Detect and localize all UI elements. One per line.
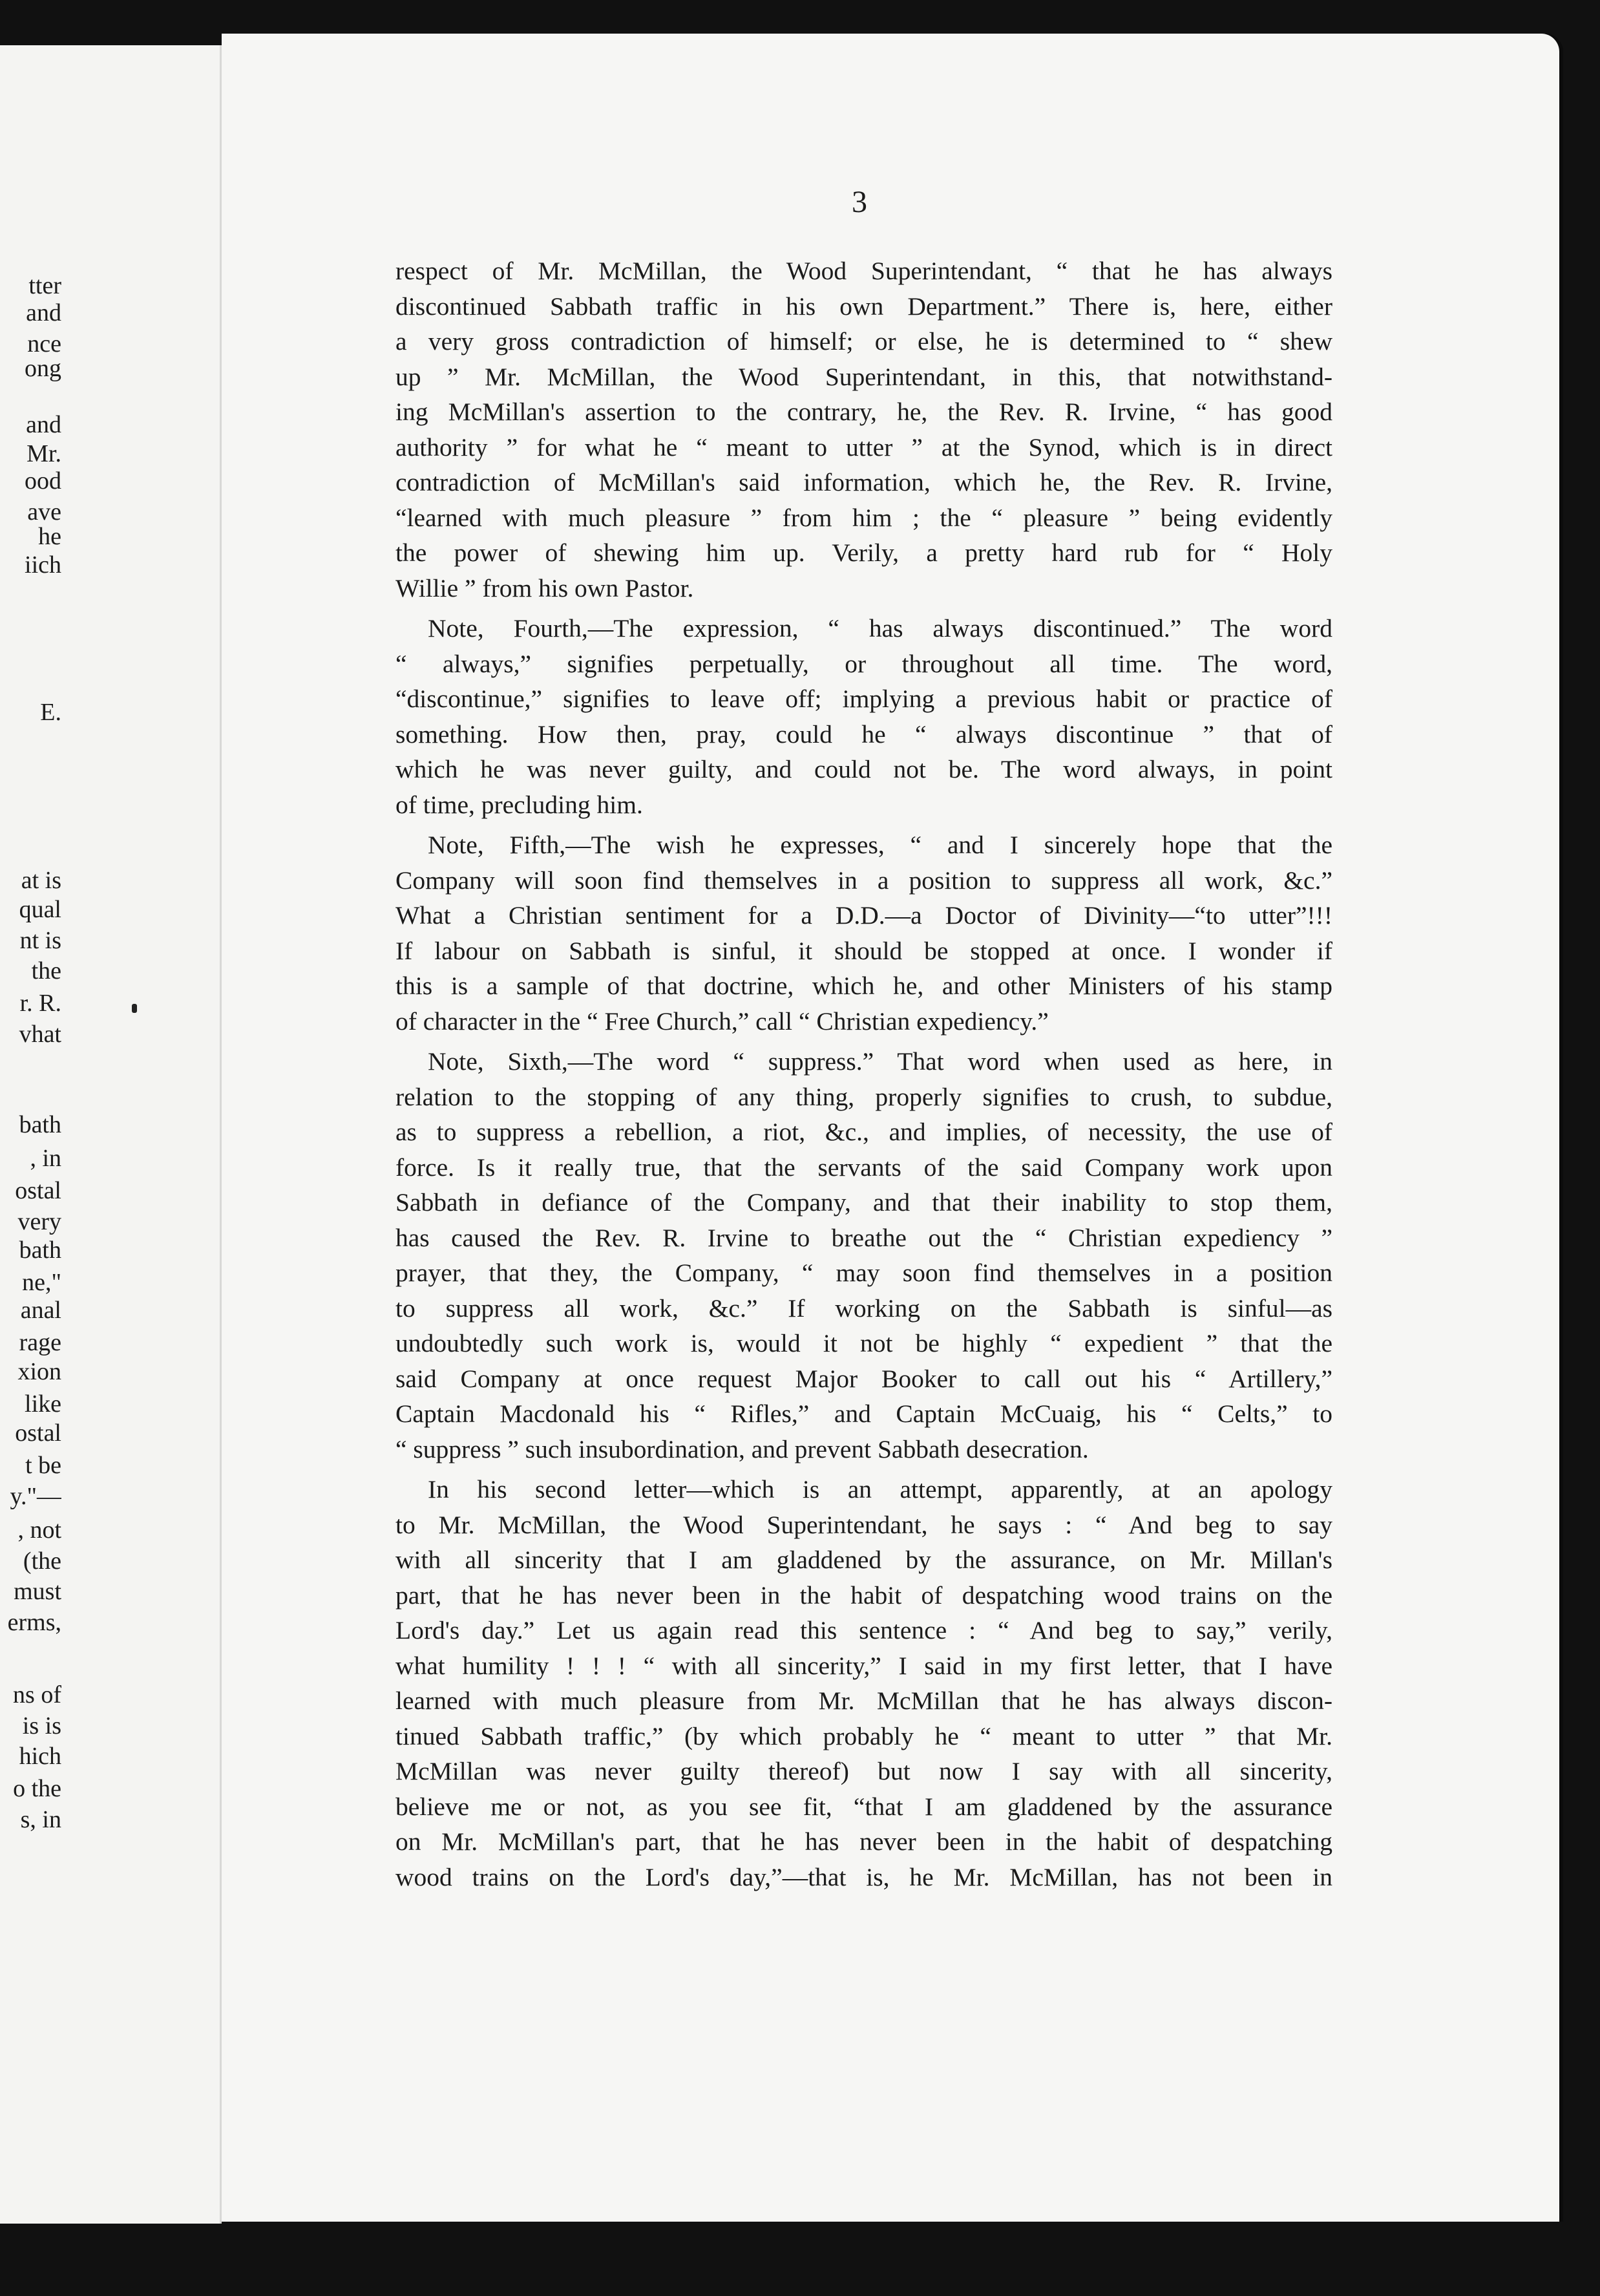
previous-page-text-fragment: bath xyxy=(19,1111,61,1138)
text-line: to Mr. McMillan, the Wood Superintendant, he says : “ And beg to say xyxy=(395,1510,1332,1539)
previous-page-text-fragment: o the xyxy=(13,1775,61,1802)
previous-page-text-fragment: rage xyxy=(19,1329,61,1356)
previous-page-text-fragment: ong xyxy=(25,355,61,382)
previous-page-text-fragment: very xyxy=(17,1208,61,1235)
text-line: believe me or not, as you see fit, “that I am gladdened by the assurance xyxy=(395,1792,1332,1821)
previous-page-text-fragment: iich xyxy=(25,551,61,579)
text-line: force. Is it really true, that the servants of the said Company work upon xyxy=(395,1153,1332,1182)
text-line: Note, Sixth,—The word “ suppress.” That word when used as here, in xyxy=(428,1047,1332,1076)
previous-page-text-fragment: is is xyxy=(22,1712,61,1739)
text-line: to suppress all work, &c.” If working on the Sabbath is sinful—as xyxy=(395,1293,1332,1323)
text-line: as to suppress a rebellion, a riot, &c., and implies, of necessity, the use of xyxy=(395,1118,1332,1146)
text-line: on Mr. McMillan's part, that he has never been in the habit of despatching xyxy=(395,1827,1332,1856)
text-line: Note, Fifth,—The wish he expresses, “ and I sincerely hope that the xyxy=(428,831,1332,859)
text-line: of character in the “ Free Church,” call “ Christian expediency.” xyxy=(395,1006,1049,1036)
text-line: In his second letter—which is an attempt, apparently, at an apology xyxy=(428,1475,1332,1504)
text-line: has caused the Rev. R. Irvine to breathe out the “ Christian expediency ” xyxy=(395,1223,1332,1252)
text-line: Willie ” from his own Pastor. xyxy=(395,573,694,602)
text-line: “discontinue,” signifies to leave off; implying a previous habit or practice of xyxy=(395,685,1332,713)
body-text xyxy=(395,253,1332,1895)
text-line: something. How then, pray, could he “ always discontinue ” that of xyxy=(395,719,1332,749)
text-line: authority ” for what he “ meant to utter ” at the Synod, which is in direct xyxy=(395,432,1332,462)
previous-page-text-fragment: like xyxy=(25,1390,61,1418)
text-line: wood trains on the Lord's day,”—that is, he Mr. McMillan, has not been in xyxy=(395,1862,1332,1891)
previous-page-text-fragment: E. xyxy=(40,699,61,726)
text-line: which he was never guilty, and could not be. The word always, in point xyxy=(395,755,1332,783)
paragraph xyxy=(395,1044,1332,1467)
previous-page-text-fragment: at is xyxy=(21,867,61,894)
paragraph xyxy=(395,1472,1332,1895)
previous-page-text-fragment: erms, xyxy=(7,1609,61,1636)
text-line: contradiction of McMillan's said information, which he, the Rev. R. Irvine, xyxy=(395,468,1332,496)
text-line: Note, Fourth,—The expression, “ has always discontinued.” The word xyxy=(428,614,1332,643)
text-line: Lord's day.” Let us again read this sentence : “ And beg to say,” verily, xyxy=(395,1616,1332,1644)
text-line: a very gross contradiction of himself; or else, he is determined to “ shew xyxy=(395,327,1332,356)
previous-page-text-fragment: ne," xyxy=(22,1269,61,1296)
previous-page-text-fragment: , in xyxy=(30,1145,61,1172)
previous-page-text-fragment: ood xyxy=(25,467,61,494)
previous-page-text-fragment: bath xyxy=(19,1237,61,1264)
previous-page-text-fragment: s, in xyxy=(20,1806,61,1833)
text-line: McMillan was never guilty thereof) but now I say with all sincerity, xyxy=(395,1757,1332,1785)
text-line: with all sincerity that I am gladdened by the assurance, on Mr. Millan's xyxy=(395,1546,1332,1574)
margin-mark xyxy=(132,1004,137,1013)
previous-page-text-fragment: ns of xyxy=(13,1681,61,1708)
paragraph xyxy=(395,827,1332,1039)
text-line: If labour on Sabbath is sinful, it should be stopped at once. I wonder if xyxy=(395,936,1332,965)
text-line: up ” Mr. McMillan, the Wood Superintendant, in this, that notwithstand- xyxy=(395,362,1332,391)
previous-page-text-fragment: y."— xyxy=(10,1483,61,1510)
text-line: relation to the stopping of any thing, properly signifies to crush, to subdue, xyxy=(395,1082,1332,1111)
previous-page-text-fragment: he xyxy=(38,523,61,550)
text-line: respect of Mr. McMillan, the Wood Superintendant, “ that he has always xyxy=(395,257,1332,285)
text-line: Company will soon find themselves in a position to suppress all work, &c.” xyxy=(395,866,1332,895)
previous-page-text-fragment: Mr. xyxy=(26,440,61,467)
text-line: undoubtedly such work is, would it not be highly “ expedient ” that the xyxy=(395,1329,1332,1357)
previous-page-text-fragment: , not xyxy=(17,1516,61,1544)
text-line: learned with much pleasure from Mr. McMillan that he has always discon- xyxy=(395,1686,1332,1715)
page-number: 3 xyxy=(852,185,867,219)
text-line: of time, precluding him. xyxy=(395,790,643,819)
previous-page-text-fragment: vhat xyxy=(19,1021,61,1048)
paragraph xyxy=(395,253,1332,606)
previous-page-edge xyxy=(0,45,222,2224)
previous-page-text-fragment: tter xyxy=(28,272,61,299)
text-line: what humility ! ! ! “ with all sincerity,” I said in my first letter, that I have xyxy=(395,1651,1332,1680)
text-line: part, that he has never been in the habit of despatching wood trains on the xyxy=(395,1580,1332,1610)
text-line: said Company at once request Major Booker to call out his “ Artillery,” xyxy=(395,1364,1332,1393)
text-line: “ always,” signifies perpetually, or throughout all time. The word, xyxy=(395,649,1332,678)
previous-page-text-fragment: ave xyxy=(27,498,61,526)
previous-page-text-fragment: anal xyxy=(20,1297,61,1324)
previous-page-text-fragment: qual xyxy=(19,896,61,923)
text-line: prayer, that they, the Company, “ may soon find themselves in a position xyxy=(395,1259,1332,1287)
text-line: tinued Sabbath traffic,” (by which probably he “ meant to utter ” that Mr. xyxy=(395,1721,1332,1750)
paragraph xyxy=(395,611,1332,822)
previous-page-text-fragment: ostal xyxy=(15,1177,61,1204)
previous-page-text-fragment: xion xyxy=(17,1358,61,1385)
previous-page-text-fragment: and xyxy=(26,299,61,326)
previous-page-text-fragment: and xyxy=(26,411,61,438)
previous-page-text-fragment: must xyxy=(14,1578,61,1605)
text-line: the power of shewing him up. Verily, a pretty hard rub for “ Holy xyxy=(395,538,1332,567)
previous-page-text-fragment: the xyxy=(31,957,61,984)
text-line: discontinued Sabbath traffic in his own Department.” There is, here, either xyxy=(395,292,1332,321)
text-line: this is a sample of that doctrine, which he, and other Ministers of his stamp xyxy=(395,972,1332,1000)
previous-page-text-fragment: (the xyxy=(23,1547,61,1575)
text-line: What a Christian sentiment for a D.D.—a Doctor of Divinity—“to utter”!!! xyxy=(395,901,1332,930)
previous-page-text-fragment: nce xyxy=(27,330,61,357)
previous-page-text-fragment: ostal xyxy=(15,1419,61,1447)
text-line: “learned with much pleasure ” from him ; the “ pleasure ” being evidently xyxy=(395,503,1332,532)
previous-page-text-fragment: hich xyxy=(19,1743,61,1770)
previous-page-text-fragment: t be xyxy=(25,1452,61,1479)
previous-page-text-fragment: nt is xyxy=(19,927,61,954)
text-line: ing McMillan's assertion to the contrary, he, the Rev. R. Irvine, “ has good xyxy=(395,398,1332,426)
text-line: “ suppress ” such insubordination, and prevent Sabbath desecration. xyxy=(395,1434,1089,1463)
text-line: Captain Macdonald his “ Rifles,” and Captain McCuaig, his “ Celts,” to xyxy=(395,1399,1332,1428)
text-line: Sabbath in defiance of the Company, and that their inability to stop them, xyxy=(395,1188,1332,1217)
previous-page-text-fragment: r. R. xyxy=(19,990,61,1017)
